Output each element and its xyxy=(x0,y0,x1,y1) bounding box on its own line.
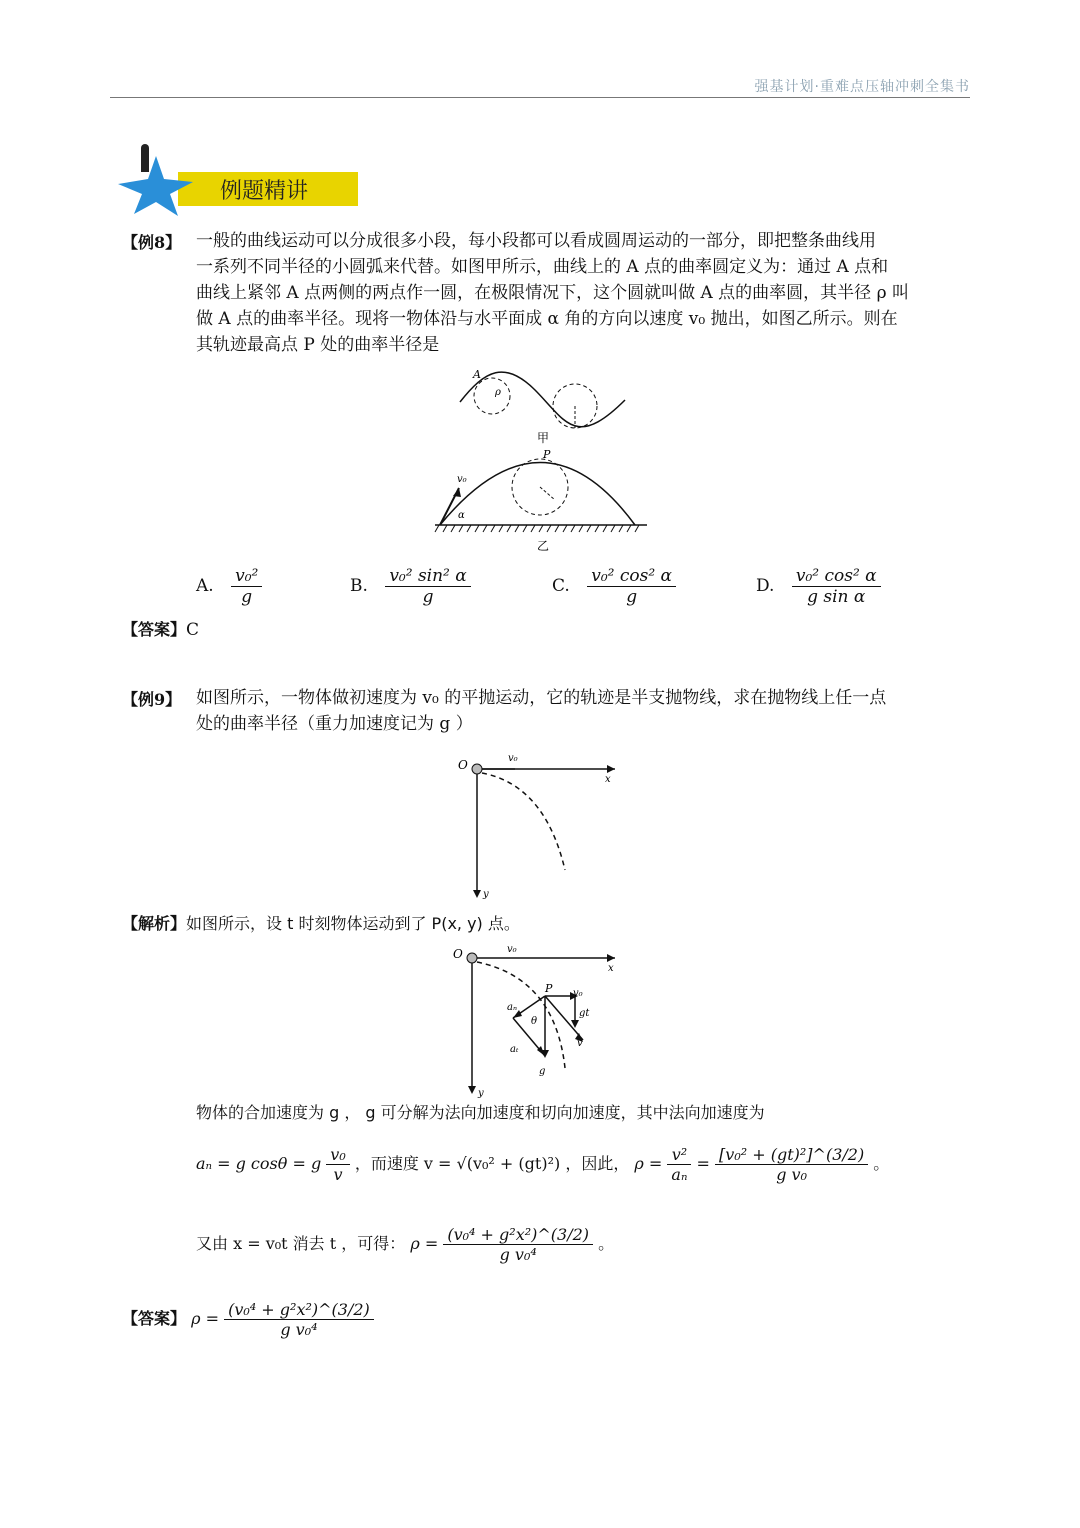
option-a xyxy=(196,566,262,607)
eq-an-num: v₀ xyxy=(326,1145,349,1165)
option-den: g sin α xyxy=(807,587,866,607)
eq-final-num: (v₀⁴ + g²x²)^(3/2) xyxy=(443,1225,593,1245)
header-series-title: 强基计划·重难点压轴冲刺全集书 xyxy=(754,79,970,95)
fig9-label-v0: v₀ xyxy=(508,753,518,764)
solution-intro-row xyxy=(122,911,520,937)
eq-final-den: g v₀⁴ xyxy=(499,1245,537,1264)
ex8-answer xyxy=(122,617,199,643)
answer9-tag: 【答案】 xyxy=(122,1309,187,1328)
eq-v-text: ，而速度 v = √(v₀² + (gt)²) ，因此， xyxy=(354,1154,630,1173)
solution-figure xyxy=(445,938,630,1098)
option-num: v₀² cos² α xyxy=(587,566,676,587)
option-c xyxy=(552,566,676,607)
ex8-body xyxy=(196,228,976,358)
eq-rho-num1: v² xyxy=(667,1145,691,1165)
answer-value: C xyxy=(186,620,200,640)
answer9-num: (v₀⁴ + g²x²)^(3/2) xyxy=(224,1300,374,1320)
ex8-line: 做 A 点的曲率半径。现将一物体沿与水平面成 α 角的方向以速度 v₀ 抛出，如图乙所示。则在 xyxy=(196,309,898,329)
eq-rho-den1: aₙ xyxy=(671,1165,688,1184)
sol-label-gt: gt xyxy=(579,1008,590,1019)
ex9-body xyxy=(196,685,976,737)
sol-label-x: x xyxy=(608,963,614,974)
ex9-figure xyxy=(450,745,630,905)
option-label: C. xyxy=(552,576,570,596)
option-d xyxy=(756,566,881,607)
fig-label-alpha: α xyxy=(458,510,465,521)
ex8-tag: 【例8】 xyxy=(122,233,182,252)
header-rule xyxy=(110,97,970,98)
ex9-answer-row xyxy=(122,1300,374,1339)
ex9-line: 处的曲率半径（重力加速度记为 g ） xyxy=(196,714,473,734)
option-label: A. xyxy=(196,576,214,596)
sol-label-g: g xyxy=(539,1066,546,1077)
ex8-line: 一系列不同半径的小圆弧来代替。如图甲所示，曲线上的 A 点的曲率圆定义为：通过 A 点和 xyxy=(196,257,889,277)
eq-rho-final: ρ = xyxy=(410,1234,439,1253)
sol-label-an: aₙ xyxy=(507,1002,518,1013)
ex8-line: 其轨迹最高点 P 处的曲率半径是 xyxy=(196,335,440,355)
fig9-label-x: x xyxy=(605,774,611,785)
eq-rho: ρ = xyxy=(634,1154,663,1173)
fig9-label-y: y xyxy=(483,889,489,900)
fig-label-jia: 甲 xyxy=(537,431,550,445)
sol-label-at: aₜ xyxy=(510,1044,519,1055)
sol-label-o: O xyxy=(453,947,463,961)
option-num: v₀² sin² α xyxy=(385,566,470,587)
ex8-figure xyxy=(425,360,665,555)
eq-an-den: v xyxy=(333,1165,343,1184)
fig-label-v0: v₀ xyxy=(457,474,467,485)
ex8-line: 曲线上紧邻 A 点两侧的两点作一圆，在极限情况下，这个圆就叫做 A 点的曲率圆，其半径 ρ 叫 xyxy=(196,283,909,303)
solution-tag: 【解析】 xyxy=(122,914,187,933)
option-den: g xyxy=(241,587,253,607)
sol-label-v: v xyxy=(577,1038,583,1049)
answer-tag: 【答案】 xyxy=(122,620,187,639)
eq-an: aₙ = g cosθ = g xyxy=(196,1154,322,1173)
sol-label-theta: θ xyxy=(531,1016,538,1027)
solution-eq-row: aₙ = g cosθ = g $\frac{\text{v₀}}{v}$ ，而速度 v = √(v₀² + (gt)²) ，因此， ρ = $\frac{\text{v²}}{\text{aₙ}}$ = $\frac{\text{[v₀² + (gt)²]\textasciicircum{}(3/2)}}{\text{g v₀}}$ 。 xyxy=(196,1145,890,1184)
answer9-den: g v₀⁴ xyxy=(280,1320,318,1339)
option-den: g xyxy=(626,587,638,607)
fig-label-p: P xyxy=(543,448,551,461)
sol-label-p: P xyxy=(545,982,553,995)
solution-line3: 又由 x = v₀t 消去 t ，可得： xyxy=(196,1234,406,1253)
option-num: v₀² xyxy=(231,566,262,587)
eq-rho-num2: [v₀² + (gt)²]^(3/2) xyxy=(715,1145,868,1165)
sol-label-v0: v₀ xyxy=(507,944,517,955)
sol-label-v0-2: v₀ xyxy=(573,988,583,999)
ex9-tag: 【例9】 xyxy=(122,690,182,709)
fig-label-rho: ρ xyxy=(495,387,501,398)
eq-rho-den2: g v₀ xyxy=(776,1165,807,1184)
fig-label-yi: 乙 xyxy=(537,539,550,553)
option-den: g xyxy=(422,587,434,607)
ex9-line: 如图所示，一物体做初速度为 v₀ 的平抛运动，它的轨迹是半支抛物线，求在抛物线上任一点 xyxy=(196,688,887,708)
solution-intro: 如图所示，设 t 时刻物体运动到了 P(x, y) 点。 xyxy=(186,914,520,933)
eq-period-final: 。 xyxy=(598,1234,615,1253)
ex8-line: 一般的曲线运动可以分成很多小段，每小段都可以看成圆周运动的一部分，即把整条曲线用 xyxy=(196,231,876,251)
section-banner xyxy=(118,144,363,216)
banner-title: 例题精讲 xyxy=(220,179,309,204)
option-num: v₀² cos² α xyxy=(792,566,881,587)
answer9-lhs: ρ = xyxy=(191,1309,220,1328)
option-label: B. xyxy=(350,576,368,596)
option-b xyxy=(350,566,471,607)
sol-label-y: y xyxy=(478,1088,484,1098)
solution-line1: 物体的合加速度为 g ， g 可分解为法向加速度和切向加速度，其中法向加速度为 xyxy=(196,1103,765,1122)
fig-label-a: A xyxy=(473,368,481,381)
eq-period: 。 xyxy=(873,1154,890,1173)
fig9-label-o: O xyxy=(458,758,468,772)
option-label: D. xyxy=(756,576,775,596)
solution-final-row xyxy=(196,1225,614,1264)
